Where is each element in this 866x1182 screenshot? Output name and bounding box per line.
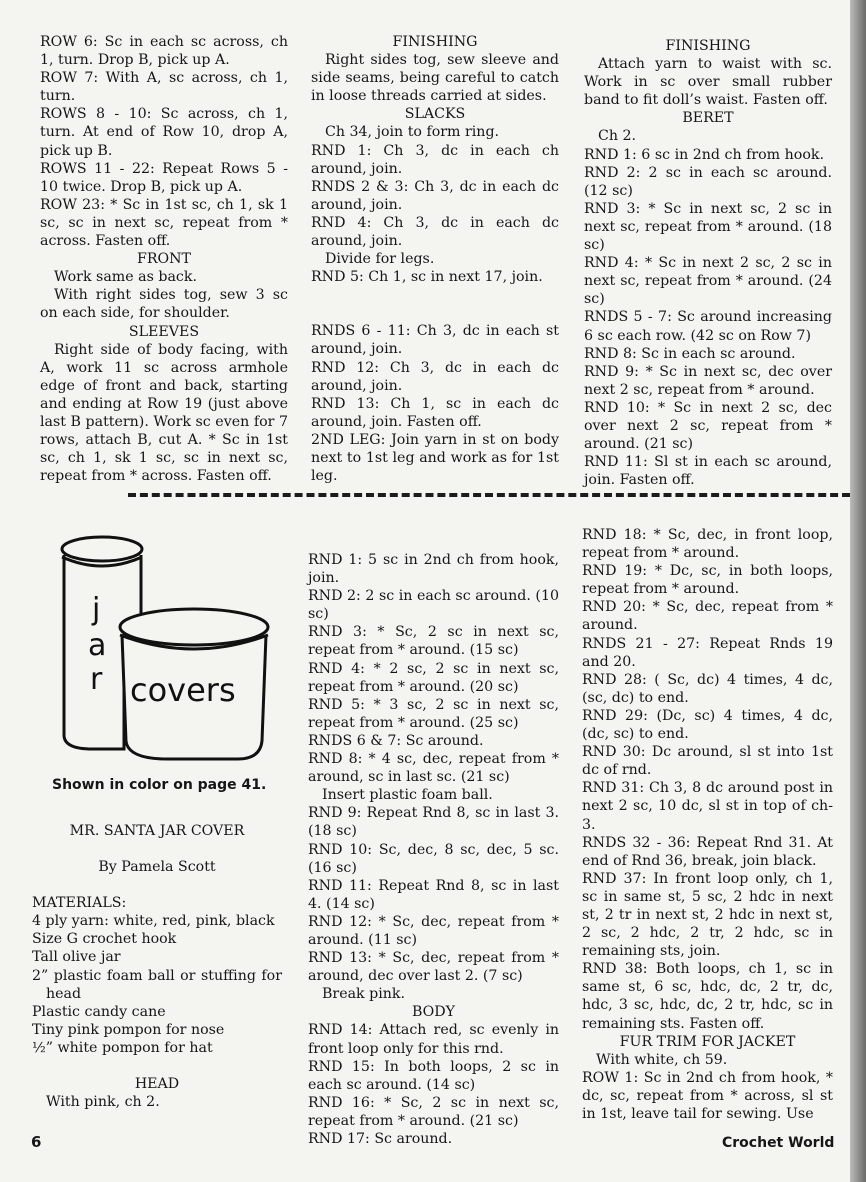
section-heading: BERET bbox=[682, 110, 734, 127]
paragraph: RND 13: * Sc, dec, repeat from * around, dec over last 2. (7 sc) bbox=[308, 950, 559, 985]
art-letter-a: a bbox=[88, 628, 107, 663]
paragraph: RND 14: Attach red, sc evenly in front loop only for this rnd. bbox=[308, 1022, 559, 1057]
section-divider bbox=[128, 493, 850, 497]
section-heading: HEAD bbox=[134, 1076, 180, 1093]
paragraph: RND 9: * Sc in next sc, dec over next 2 sc, repeat from * around. bbox=[584, 363, 832, 398]
paragraph: ROW 23: * Sc in 1st sc, ch 1, sk 1 sc, sc in next sc, repeat from * across. Fasten off. bbox=[40, 196, 288, 250]
paragraph: RND 1: Ch 3, dc in each ch around, join. bbox=[311, 142, 559, 177]
page-number: 6 bbox=[31, 1133, 42, 1151]
section-heading: FUR TRIM FOR JACKET bbox=[619, 1033, 796, 1050]
paragraph: 2” plastic foam ball or stuffing for head bbox=[32, 967, 282, 1002]
paragraph: MATERIALS: bbox=[32, 895, 127, 912]
paragraph: RND 12: * Sc, dec, repeat from * around. (11 sc) bbox=[308, 913, 559, 948]
paragraph: RND 3: * Sc in next sc, 2 sc in next sc, repeat from * around. (18 sc) bbox=[584, 200, 832, 254]
column-6 bbox=[582, 526, 833, 1123]
paragraph: Plastic candy cane bbox=[32, 1003, 166, 1020]
paragraph: RND 9: Repeat Rnd 8, sc in last 3. (18 sc) bbox=[308, 805, 559, 840]
paragraph: Divide for legs. bbox=[325, 251, 435, 268]
paragraph: RND 12: Ch 3, dc in each dc around, join. bbox=[311, 359, 559, 394]
paragraph: RNDS 5 - 7: Sc around increasing 6 sc each row. (42 sc on Row 7) bbox=[584, 309, 832, 344]
paragraph: ROWS 11 - 22: Repeat Rows 5 - 10 twice. Drop B, pick up A. bbox=[40, 160, 288, 195]
spacer bbox=[32, 876, 282, 894]
paragraph: RND 4: * 2 sc, 2 sc in next sc, repeat from * around. (20 sc) bbox=[308, 660, 559, 695]
paragraph: RND 11: Sl st in each sc around, join. Fasten off. bbox=[584, 454, 832, 489]
paragraph: ROW 6: Sc in each sc across, ch 1, turn. Drop B, pick up A. bbox=[40, 34, 288, 69]
column-4 bbox=[32, 822, 282, 1111]
spacer bbox=[32, 840, 282, 858]
paragraph: RND 8: Sc in each sc around. bbox=[584, 345, 796, 362]
paragraph: 2ND LEG: Join yarn in st on body next to 1st leg and work as for 1st leg. bbox=[311, 431, 559, 485]
paragraph: ½” white pompon for hat bbox=[32, 1039, 213, 1056]
paragraph: RND 29: (Dc, sc) 4 times, 4 dc, (dc, sc) to end. bbox=[582, 707, 833, 743]
paragraph: RNDS 2 & 3: Ch 3, dc in each dc around, join. bbox=[311, 178, 559, 213]
paragraph: Tall olive jar bbox=[32, 949, 121, 966]
section-heading: FINISHING bbox=[392, 34, 478, 50]
paragraph: RND 31: Ch 3, 8 dc around post in next 2 sc, 10 dc, sl st in top of ch-3. bbox=[582, 780, 833, 833]
paragraph: RND 4: Ch 3, dc in each dc around, join. bbox=[311, 214, 559, 250]
spacer bbox=[32, 1057, 282, 1075]
paragraph: RND 28: ( Sc, dc) 4 times, 4 dc, (sc, dc) to end. bbox=[582, 671, 833, 706]
paragraph: Right side of body facing, with A, work 11 sc across armhole edge of front and back, starting and ending at Row 19 (just above last B pattern). Work sc even for 7 rows, attach B, cut A. * Sc in 1st sc, ch 1, sk 1 sc, sc in next sc, repeat from * across. Fasten off. bbox=[40, 341, 288, 485]
art-word-covers: covers bbox=[130, 671, 236, 709]
paragraph: RND 10: * Sc in next 2 sc, dec over next 2 sc, repeat from * around. (21 sc) bbox=[584, 399, 832, 453]
paragraph: RND 20: * Sc, dec, repeat from * around. bbox=[582, 599, 833, 634]
paragraph: 4 ply yarn: white, red, pink, black bbox=[32, 913, 275, 930]
paragraph: RND 1: 6 sc in 2nd ch from hook. bbox=[584, 146, 824, 163]
column-3 bbox=[584, 37, 832, 489]
magazine-footer: Crochet World bbox=[722, 1135, 835, 1151]
paragraph: Ch 34, join to form ring. bbox=[325, 124, 500, 141]
paragraph: RND 15: In both loops, 2 sc in each sc around. (14 sc) bbox=[308, 1058, 559, 1093]
paragraph: RND 1: 5 sc in 2nd ch from hook, join. bbox=[308, 552, 559, 587]
paragraph: RND 16: * Sc, 2 sc in next sc, repeat from * around. (21 sc) bbox=[308, 1094, 559, 1129]
paragraph: Insert plastic foam ball. bbox=[322, 787, 493, 804]
paragraph: With right sides tog, sew 3 sc on each side, for shoulder. bbox=[40, 287, 288, 322]
paragraph: RND 38: Both loops, ch 1, sc in same st, 6 sc, hdc, dc, 2 tr, dc, hdc, 3 sc, hdc, dc, 2 tr, hdc, sc in remaining sts. Fasten off. bbox=[582, 961, 833, 1032]
paragraph: RNDS 21 - 27: Repeat Rnds 19 and 20. bbox=[582, 635, 833, 670]
spacer bbox=[311, 304, 559, 322]
paragraph: With white, ch 59. bbox=[596, 1051, 728, 1068]
paragraph: Work same as back. bbox=[54, 269, 197, 286]
paragraph: RND 2: 2 sc in each sc around. (12 sc) bbox=[584, 164, 832, 199]
page-spine-shadow bbox=[850, 0, 866, 1182]
paragraph: RND 4: * Sc in next 2 sc, 2 sc in next sc, repeat from * around. (24 sc) bbox=[584, 255, 832, 308]
section-heading: FINISHING bbox=[665, 38, 751, 54]
paragraph: RND 5: Ch 1, sc in next 17, join. bbox=[311, 269, 543, 286]
section-heading: By Pamela Scott bbox=[98, 859, 216, 876]
paragraph: RND 11: Repeat Rnd 8, sc in last 4. (14 sc) bbox=[308, 877, 559, 912]
paragraph: Break pink. bbox=[322, 986, 406, 1003]
paragraph: RND 19: * Dc, sc, in both loops, repeat from * around. bbox=[582, 563, 833, 598]
paragraph: RND 13: Ch 1, sc in each dc around, join. Fasten off. bbox=[311, 395, 559, 430]
paragraph: RND 18: * Sc, dec, in front loop, repeat from * around. bbox=[582, 527, 833, 562]
illustration-caption: Shown in color on page 41. bbox=[52, 777, 267, 793]
paragraph: With pink, ch 2. bbox=[46, 1094, 160, 1111]
paragraph: RNDS 6 - 11: Ch 3, dc in each st around, join. bbox=[311, 323, 559, 358]
paragraph: RND 37: In front loop only, ch 1, sc in same st, 5 sc, 2 hdc in next st, 2 tr in next st, 2 hdc in next st, 2 sc, 2 hdc, 2 tr, 2 hdc, sc in remaining sts, join. bbox=[582, 870, 833, 960]
paragraph: RND 8: * 4 sc, dec, repeat from * around, sc in last sc. (21 sc) bbox=[308, 751, 559, 786]
paragraph: Tiny pink pompon for nose bbox=[32, 1021, 225, 1038]
paragraph: RND 5: * 3 sc, 2 sc in next sc, repeat from * around. (25 sc) bbox=[308, 696, 559, 731]
paragraph: RND 17: Sc around. bbox=[308, 1131, 453, 1147]
paragraph: ROWS 8 - 10: Sc across, ch 1, turn. At end of Row 10, drop A, pick up B. bbox=[40, 106, 288, 159]
spacer bbox=[311, 286, 559, 304]
section-heading: MR. SANTA JAR COVER bbox=[69, 823, 245, 839]
paragraph: ROW 1: Sc in 2nd ch from hook, * dc, sc, repeat from * across, sl st in 1st, leave tail for sewing. Use bbox=[582, 1069, 833, 1122]
paragraph: ROW 7: With A, sc across, ch 1, turn. bbox=[40, 70, 288, 105]
paragraph: RND 3: * Sc, 2 sc in next sc, repeat from * around. (15 sc) bbox=[308, 624, 559, 659]
section-heading: BODY bbox=[411, 1004, 456, 1021]
column-1 bbox=[40, 33, 288, 485]
column-5 bbox=[308, 551, 559, 1148]
section-heading: SLEEVES bbox=[128, 323, 200, 340]
paragraph: RNDS 32 - 36: Repeat Rnd 31. At end of Rnd 36, break, join black. bbox=[582, 834, 833, 869]
section-heading: SLACKS bbox=[404, 106, 466, 123]
paragraph: Right sides tog, sew sleeve and side seams, being careful to catch in loose threads carried at sides. bbox=[311, 52, 559, 105]
column-2 bbox=[311, 33, 559, 485]
paragraph: RND 2: 2 sc in each sc around. (10 sc) bbox=[308, 588, 559, 623]
paragraph: RNDS 6 & 7: Sc around. bbox=[308, 732, 484, 749]
paragraph: Size G crochet hook bbox=[32, 931, 177, 948]
jar-covers-illustration bbox=[32, 527, 274, 765]
art-letter-r: r bbox=[90, 662, 103, 697]
art-letter-j: j bbox=[92, 592, 101, 627]
paragraph: Attach yarn to waist with sc. Work in sc over small rubber band to fit doll’s waist. Fasten off. bbox=[584, 56, 832, 109]
section-heading: FRONT bbox=[136, 251, 192, 268]
paragraph: RND 30: Dc around, sl st into 1st dc of rnd. bbox=[582, 744, 833, 779]
paragraph: Ch 2. bbox=[598, 128, 637, 145]
paragraph: RND 10: Sc, dec, 8 sc, dec, 5 sc. (16 sc) bbox=[308, 841, 559, 876]
